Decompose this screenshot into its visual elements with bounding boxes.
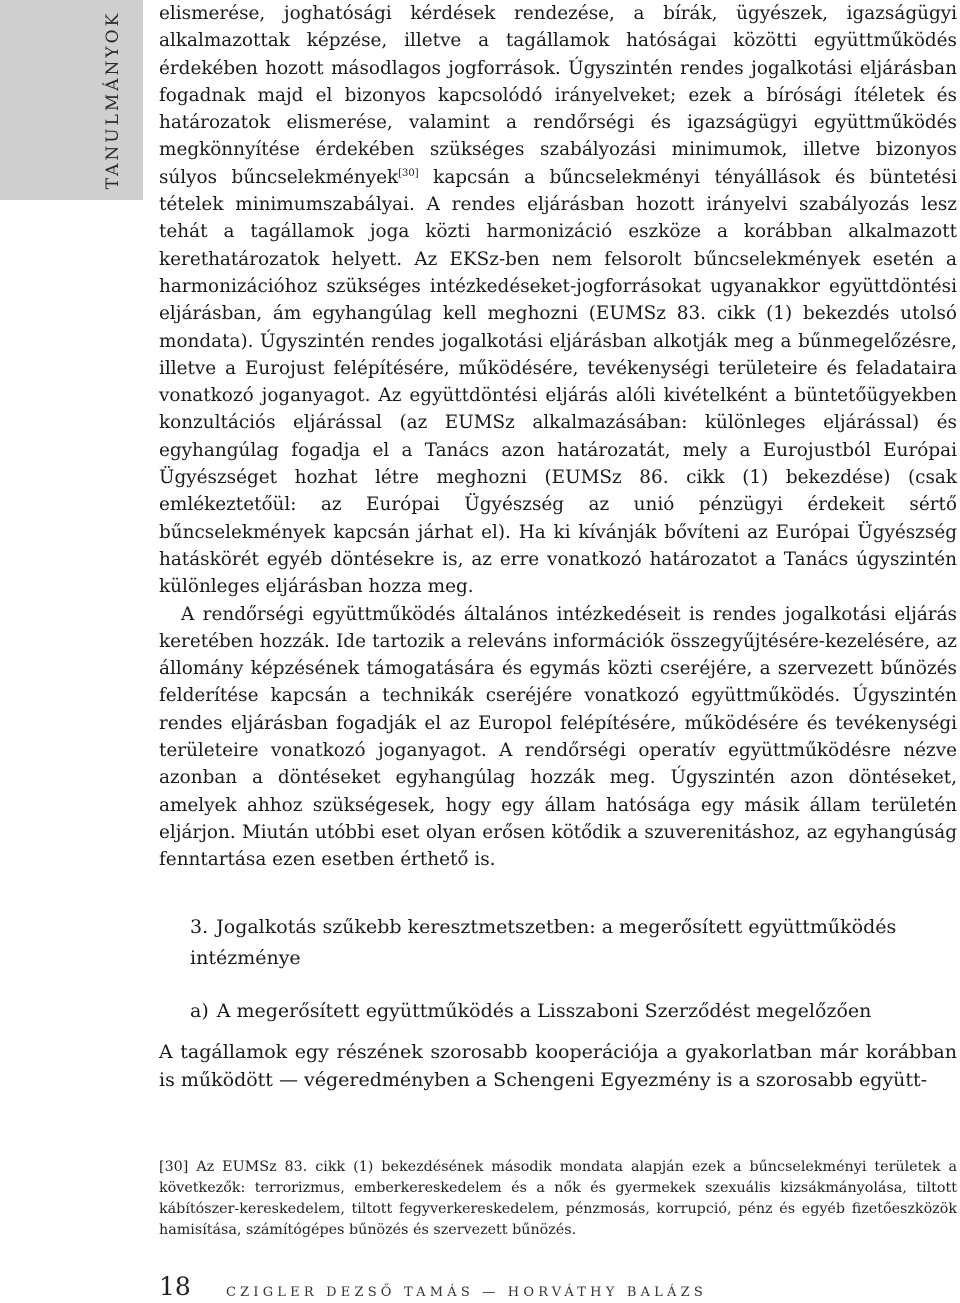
- paragraph-1-continued: kapcsán a bűncselekményi tényállások és büntetési tételek minimumszabályai. A rendes eljárásban hozott irányelvi szabályozás lesz tehát a tagállamok joga közti harmonizáció eszköze a korábban alkalmazott kerethatározatok helyett. Az EKSz-ben nem felsorolt bűncselekmények esetén a harmonizációhoz szükséges intézkedéseket-jogforrásokat ugyanakkor együttdöntési eljárásban, ám egyhangúlag kell meghozni (EUMSz 83. cikk (1) bekezdés utolsó mondata). Úgyszintén rendes jogalkotási eljárásban alkotják meg a bűnmegelőzésre, illetve a Eurojust felépítésére, működésére, tevékenységi területeire és feladataira vonatkozó joganyagot. Az együttdöntési eljárás alóli kivételként a büntetőügyekben konzultációs eljárással (az EUMSz alkalmazásában: különleges eljárással) és egyhangúlag fogadja el a Tanács azon határozatát, mely a Eurojustból Európai Ügyészséget hozhat létre meghozni (EUMSz 86. cikk (1) bekezdése) (csak emlékeztetőül: az Európai Ügyészség az unió pénzügyi érdekeit sértő bűncselekmények kapcsán járhat el). Ha ki kívánják bővíteni az Európai Ügyészség hatáskörét egyéb döntésekre is, az erre vonatkozó határozatot a Tanács úgyszintén különleges eljárásban hozza meg.: [159, 166, 957, 598]
- body-text-continued: [159, 1038, 957, 1094]
- section-heading-3: [190, 912, 957, 974]
- footnote-30-text: Az EUMSz 83. cikk (1) bekezdésének második mondata alapján ezek a bűncselekményi területek a következők: terrorizmus, emberkereskedelem és a nők és gyermekek szexuális kizsákmányolása, tiltott kábítószer-kereskedelem, tiltott fegyverkereskedelem, pénzmosás, korrupció, pénz és egyéb fizetőeszközök hamisítása, számítógépes bűnözés és szervezett bűnözés.: [159, 1159, 957, 1238]
- footnote-30-marker: [30]: [159, 1159, 189, 1175]
- section-heading-3-text: Jogalkotás szűkebb keresztmetszetben: a megerősített együttműködés intézménye: [190, 916, 897, 969]
- section-heading-3-number: 3.: [190, 916, 209, 938]
- page-number: 18: [159, 1272, 191, 1301]
- running-head-authors: CZIGLER DEZSŐ TAMÁS — HORVÁTHY BALÁZS: [226, 1285, 707, 1300]
- paragraph-2: A rendőrségi együttműködés általános intézkedéseit is rendes jogalkotási eljárás keretében hozzák. Ide tartozik a releváns információk összegyűjtésére-kezelésére, az állomány képzésének támogatására és egymás közti cseréjére, a szervezett bűnözés felderítése kapcsán a technikák cseréjére vonatkozó együttműködés. Úgyszintén rendes eljárásban fogadják el az Europol felépítésére, működésére és tevékenységi területeire vonatkozó joganyagot. A rendőrségi operatív együttműködésre nézve azonban a döntéseket egyhangúlag hozzák meg. Úgyszintén azon döntéseket, amelyek ahhoz szükségesek, hogy egy állam hatósága egy másik állam területén eljárjon. Miután utóbbi eset olyan erősen kötődik a szuverenitáshoz, az egyhangúság fenntartása ezen esetben érthető is.: [159, 603, 957, 871]
- subsection-heading-a-text: A megerősített együttműködés a Lisszaboni Szerződést megelőzően: [216, 1000, 872, 1022]
- section-tab-label: TANULMÁNYOK: [103, 10, 123, 190]
- subsection-heading-a-number: a): [190, 1000, 209, 1022]
- paragraph-1: [159, 0, 957, 601]
- section-tab-label-wrap: [0, 0, 143, 200]
- subsection-heading-a: [190, 996, 957, 1026]
- footnote-ref-30[interactable]: [30]: [398, 167, 419, 179]
- body-text: [159, 0, 957, 874]
- footnote-30: [159, 1157, 957, 1241]
- paragraph-1-text: elismerése, joghatósági kérdések rendezése, a bírák, ügyészek, igazságügyi alkalmazottak képzése, illetve a tagállamok hatóságai közötti együttműködés érdekében hozott másodlagos jogforrások. Úgyszintén rendes jogalkotási eljárásban fogadnak majd el bizonyos kapcsolódó irányelveket; ezek a bírósági ítéletek és határozatok elismerése, valamint a rendőrségi és igazságügyi együttműködés megkönnyítése érdekében szükséges szabályozási minimumok, illetve bizonyos súlyos bűncselekmények: [159, 3, 957, 188]
- paragraph-3: A tagállamok egy részének szorosabb kooperációja a gyakorlatban már korábban is működött — végeredményben a Schengeni Egyezmény is a szorosabb együtt-: [159, 1041, 957, 1091]
